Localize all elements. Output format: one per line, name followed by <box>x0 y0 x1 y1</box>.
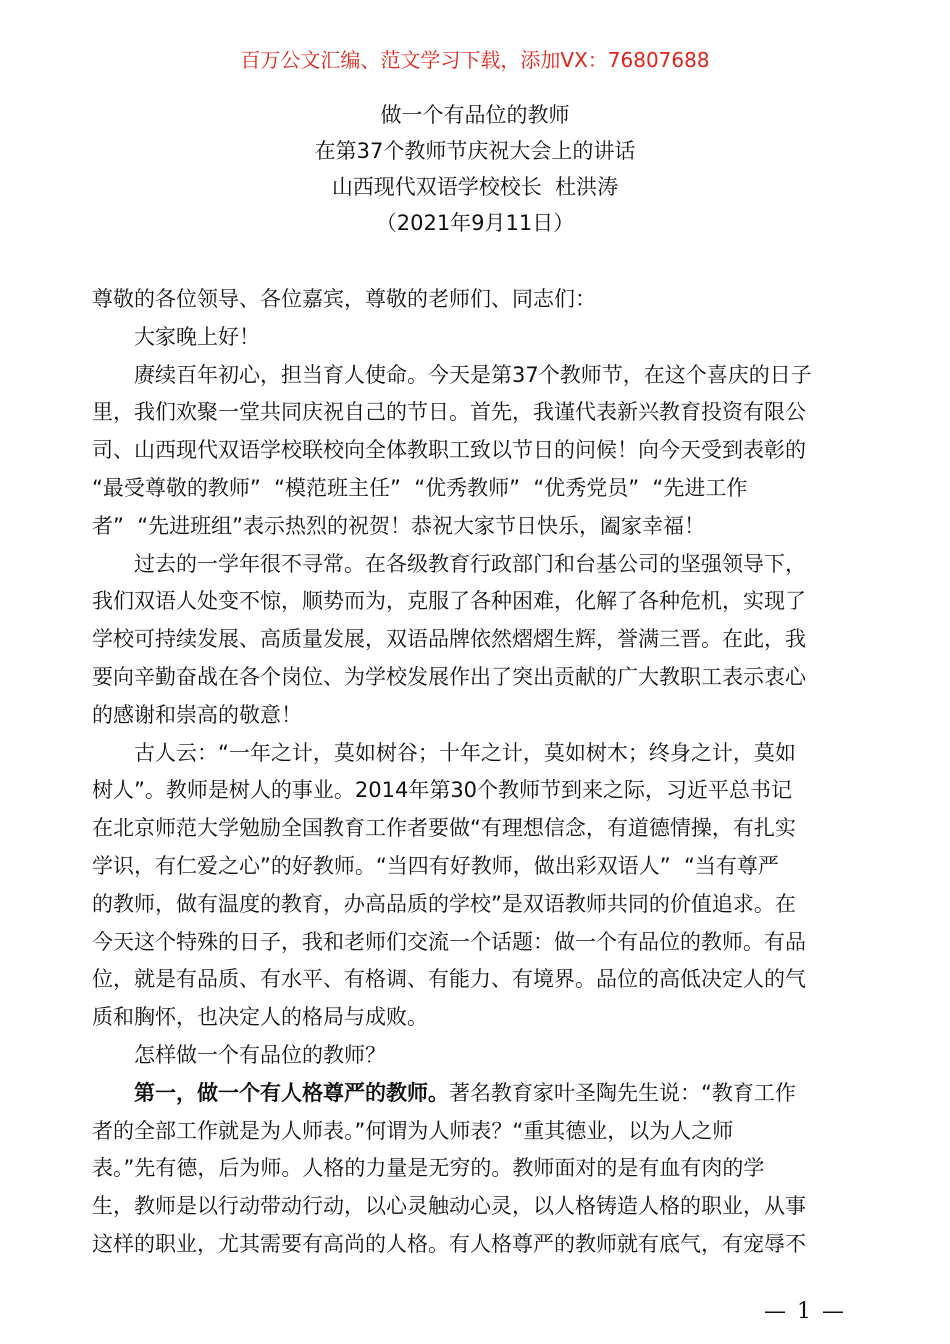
document-subtitle: 在第37个教师节庆祝大会上的讲话 <box>314 139 636 163</box>
paragraph-line: 学识，有仁爱之心”的好教师。“当四有好教师，做出彩双语人” “当有尊严 <box>92 853 779 878</box>
paragraph-line: 生，教师是以行动带动行动，以心灵触动心灵，以人格铸造人格的职业，从事 <box>92 1194 806 1219</box>
paragraph-line: “最受尊敬的教师” “模范班主任” “优秀教师” “优秀党员” “先进工作 <box>92 475 748 500</box>
document-date: （2021年9月11日） <box>375 211 575 235</box>
paragraph-text: 著名教育家叶圣陶先生说：“教育工作 <box>449 1080 796 1105</box>
paragraph-line: 古人云：“一年之计，莫如树谷；十年之计，莫如树木；终身之计，莫如 <box>134 740 796 765</box>
paragraph-line: 今天这个特殊的日子，我和老师们交流一个话题：做一个有品位的教师。有品 <box>92 929 806 954</box>
paragraph-line: 者的全部工作就是为人师表。”何谓为人师表？“重其德业，以为人之师 <box>92 1118 734 1143</box>
paragraph-line: 里，我们欢聚一堂共同庆祝自己的节日。首先，我谨代表新兴教育投资有限公 <box>92 400 806 425</box>
section-heading: 第一，做一个有人格尊严的教师。 <box>134 1080 449 1105</box>
paragraph-line: 学校可持续发展、高质量发展，双语品牌依然熠熠生辉，誉满三晋。在此，我 <box>92 627 806 652</box>
paragraph-line: 表。”先有德，后为师。人格的力量是无穷的。教师面对的是有血有肉的学 <box>92 1156 765 1181</box>
document-author: 山西现代双语学校校长 杜洪涛 <box>331 175 619 199</box>
paragraph-line: 这样的职业，尤其需要有高尚的人格。有人格尊严的教师就有底气，有宠辱不 <box>92 1231 806 1256</box>
paragraph-line: 的教师，做有温度的教育，办高品质的学校”是双语教师共同的价值追求。在 <box>92 891 796 916</box>
document-title: 做一个有品位的教师 <box>380 103 570 127</box>
download-banner: 百万公文汇编、范文学习下载，添加VX：76807688 <box>240 48 710 72</box>
paragraph-line: 司、山西现代双语学校联校向全体教职工致以节日的问候！向今天受到表彰的 <box>92 438 806 463</box>
paragraph-line: 位，就是有品质、有水平、有格调、有能力、有境界。品位的高低决定人的气 <box>92 967 806 992</box>
paragraph-line: 赓续百年初心，担当育人使命。今天是第37个教师节，在这个喜庆的日子 <box>134 362 812 387</box>
paragraph-line: 质和胸怀，也决定人的格局与成败。 <box>92 1005 428 1030</box>
greeting: 大家晚上好！ <box>134 324 260 349</box>
salutation: 尊敬的各位领导、各位嘉宾，尊敬的老师们、同志们： <box>92 287 596 311</box>
paragraph-line <box>92 1075 860 1113</box>
paragraph-line: 要向辛勤奋战在各个岗位、为学校发展作出了突出贡献的广大教职工表示衷心 <box>92 664 806 689</box>
speech-body <box>92 281 860 1264</box>
paragraph-line: 在北京师范大学勉励全国教育工作者要做“有理想信念，有道德情操，有扎实 <box>92 816 796 841</box>
title-block <box>0 97 950 241</box>
paragraph-line: 过去的一学年很不寻常。在各级教育行政部门和台基公司的坚强领导下， <box>134 551 806 576</box>
paragraph-line: 的感谢和崇高的敬意！ <box>92 702 302 727</box>
question-line: 怎样做一个有品位的教师？ <box>134 1042 386 1067</box>
paragraph-line: 我们双语人处变不惊，顺势而为，克服了各种困难，化解了各种危机，实现了 <box>92 589 806 614</box>
paragraph-line: 树人”。教师是树人的事业。2014年第30个教师节到来之际，习近平总书记 <box>92 778 793 803</box>
page-number: — 1 — <box>764 1299 846 1324</box>
paragraph-line: 者” “先进班组”表示热烈的祝贺！恭祝大家节日快乐，阖家幸福！ <box>92 513 705 538</box>
